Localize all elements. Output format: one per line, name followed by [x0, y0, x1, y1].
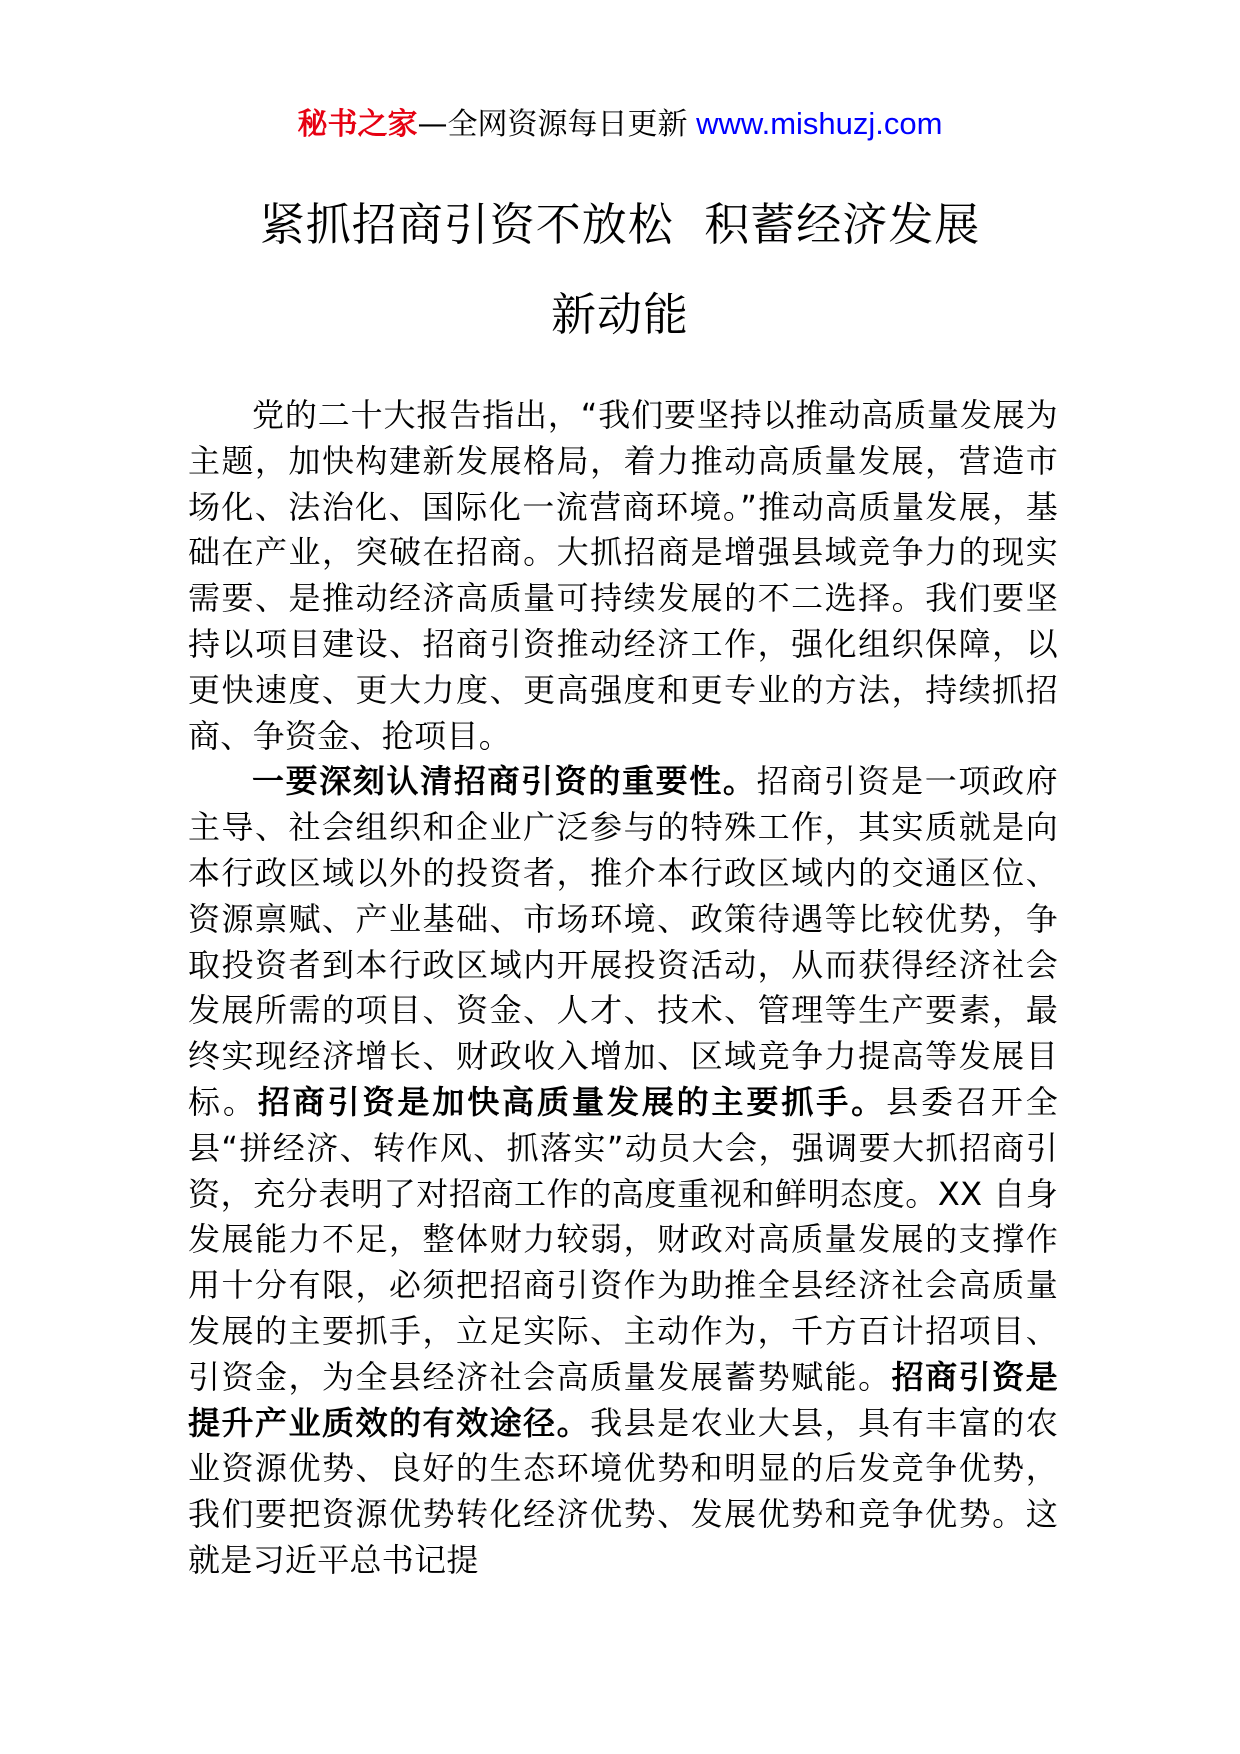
site-tagline: —全网资源每日更新	[417, 107, 688, 142]
key-point-main-grip: 招商引资是加快高质量发展的主要抓手。	[257, 1082, 887, 1121]
document-title	[150, 180, 1090, 360]
document-title-line-1: 紧抓招商引资不放松 积蓄经济发展	[259, 198, 981, 251]
paragraph-intro: 党的二十大报告指出，“我们要坚持以推动高质量发展为主题，加快构建新发展格局，着力推动高质量发展，营造市场化、法治化、国际化一流营商环境。”推动高质量发展，基础在产业，突破在招商。大抓招商是增强县域竞争力的现实需要、是推动经济高质量可持续发展的不二选择。我们要坚持以项目建设、招商引资推动经济工作，强化组织保障，以更快速度、更大力度、更高强度和更专业的方法，持续抓招商、争资金、抢项目。	[188, 396, 1058, 755]
paragraph-text: 我县是农业大县，具有丰富的农业资源优势、良好的生态环境优势和明显的后发竞争优势，我们要把资源优势转化经济优势、发展优势和竞争优势。这就是习近平总书记提	[188, 1403, 1058, 1579]
site-header	[0, 104, 1240, 145]
paragraph-text: 县委召开全县“拼经济、转作风、抓落实”动员大会，强调要大抓招商引资，充分表明了对招商工作的高度重视和鲜明态度。XX 自身发展能力不足，整体财力较弱，财政对高质量发展的支撑作用十分有限，必须把招商引资作为助推全县经济社会高质量发展的主要抓手，立足实际、主动作为，千方百计招项目、引资金，为全县经济社会高质量发展蓄势赋能。	[188, 1082, 1058, 1396]
site-brand: 秘书之家	[297, 107, 418, 142]
document-body	[188, 393, 1058, 1584]
document-title-line-2: 新动能	[550, 288, 689, 341]
paragraph-text: 招商引资是一项政府主导、社会组织和企业广泛参与的特殊工作，其实质就是向本行政区域以外的投资者，推介本行政区域内的交通区位、资源禀赋、产业基础、市场环境、政策待遇等比较优势，争取投资者到本行政区域内开展投资活动，从而获得经济社会发展所需的项目、资金、人才、技术、管理等生产要素，最终实现经济增长、财政收入增加、区域竞争力提高等发展目标。	[188, 762, 1058, 1121]
paragraph-importance	[188, 759, 1058, 1583]
site-url[interactable]: www.mishuzj.com	[687, 106, 943, 141]
section-heading-importance: 一要深刻认清招商引资的重要性。	[252, 762, 757, 801]
key-point-effective-path: 招商引资是提升产业质效的有效途径。	[188, 1357, 1058, 1442]
